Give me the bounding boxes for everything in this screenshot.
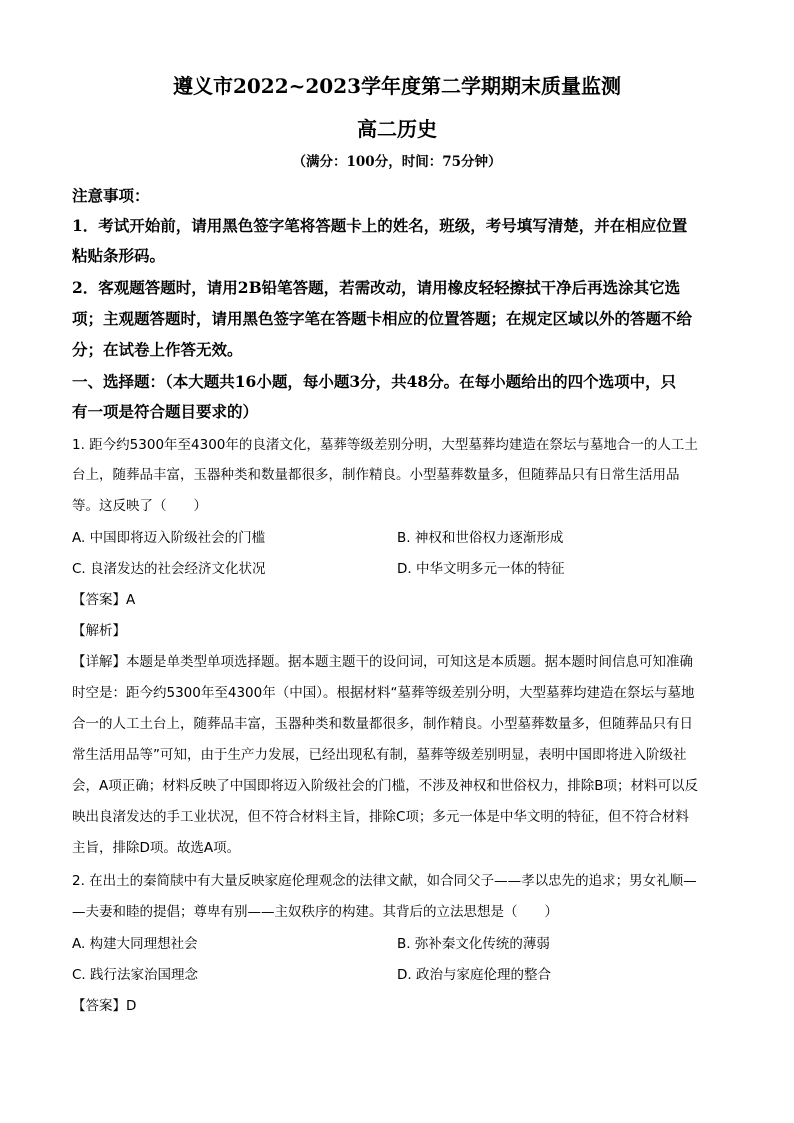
q1-detail-line-3: 合一的人工土台上，随葬品丰富，玉器种类和数量都很多，制作精良。小型墓葬数量多，但随葬品只有日 [72, 716, 693, 732]
q1-detail-line-6: 映出良渚发达的手工业状况，但不符合材料主旨，排除C项；多元一体是中华文明的特征，但不符合材料 [72, 809, 689, 825]
notice-item-1-line-1: 1．考试开始前，请用黑色签字笔将答题卡上的姓名，班级，考号填写清楚，并在相应位置 [72, 216, 688, 235]
q1-option-a: A. 中国即将迈入阶级社会的门槛 [72, 530, 266, 546]
q1-answer: 【答案】A [72, 592, 136, 608]
q1-detail-line-1: 【详解】本题是单类型单项选择题。据本题主题干的设问词，可知这是本质题。据本题时间信息可知准确 [72, 654, 693, 670]
q2-option-c: C. 践行法家治国理念 [72, 967, 199, 983]
q2-option-d: D. 政治与家庭伦理的整合 [397, 967, 551, 983]
notice-item-2-line-3: 分；在试卷上作答无效。 [72, 340, 243, 359]
q1-stem-line-3: 等。这反映了（ ） [72, 498, 207, 514]
q1-detail-line-2: 时空是：距今约5300年至4300年（中国）。根据材料“墓葬等级差别分明，大型墓葬均建造在祭坛与墓地 [72, 685, 695, 701]
q1-option-b: B. 神权和世俗权力逐渐形成 [397, 530, 564, 546]
q1-option-d: D. 中华文明多元一体的特征 [397, 561, 565, 577]
section-1-heading-line-1: 一、选择题：（本大题共16小题，每小题3分，共48分。在每小题给出的四个选项中，只 [72, 372, 677, 391]
q1-detail-line-5: 会，A项正确；材料反映了中国即将迈入阶级社会的门槛，不涉及神权和世俗权力，排除B项；材料可以反 [72, 778, 698, 794]
notice-heading: 注意事项： [72, 186, 150, 205]
q2-option-a: A. 构建大同理想社会 [72, 936, 198, 952]
q2-stem-line-2: —夫妻和睦的提倡；尊卑有别——主奴秩序的构建。其背后的立法思想是（ ） [72, 904, 558, 920]
subject-title: 高二历史 [357, 117, 437, 141]
q1-detail-line-4: 常生活用品等”可知，由于生产力发展，已经出现私有制，墓葬等级差别明显，表明中国即将进入阶级社 [72, 747, 687, 763]
notice-item-2-line-2: 项；主观题答题时，请用黑色签字笔在答题卡相应的位置答题；在规定区域以外的答题不给 [72, 309, 693, 328]
notice-item-2-line-1: 2．客观题答题时，请用2B铅笔答题，若需改动，请用橡皮轻轻擦拭干净后再选涂其它选 [72, 278, 681, 297]
q1-detail-line-7: 主旨，排除D项。故选A项。 [72, 840, 241, 856]
q1-stem-line-2: 台上，随葬品丰富，玉器种类和数量都很多，制作精良。小型墓葬数量多，但随葬品只有日常生活用品 [72, 467, 680, 483]
q2-option-b: B. 弥补秦文化传统的薄弱 [397, 936, 550, 952]
notice-item-1-line-2: 粘贴条形码。 [72, 246, 166, 265]
q2-answer: 【答案】D [72, 998, 137, 1014]
q1-analysis-tag: 【解析】 [72, 623, 126, 639]
section-1-heading-line-2: 有一项是符合题目要求的） [72, 402, 259, 421]
q1-option-c: C. 良渚发达的社会经济文化状况 [72, 561, 266, 577]
exam-title: 遵义市2022~2023学年度第二学期期末质量监测 [172, 74, 622, 98]
score-time-info: （满分：100分，时间：75分钟） [292, 154, 502, 170]
q1-stem-line-1: 1. 距今约5300年至4300年的良渚文化，墓葬等级差别分明，大型墓葬均建造在祭坛与墓地合一的人工土 [72, 437, 698, 453]
q2-stem-line-1: 2. 在出土的秦简牍中有大量反映家庭伦理观念的法律文献，如合同父子——孝以忠先的追求；男女礼顺— [72, 873, 697, 889]
